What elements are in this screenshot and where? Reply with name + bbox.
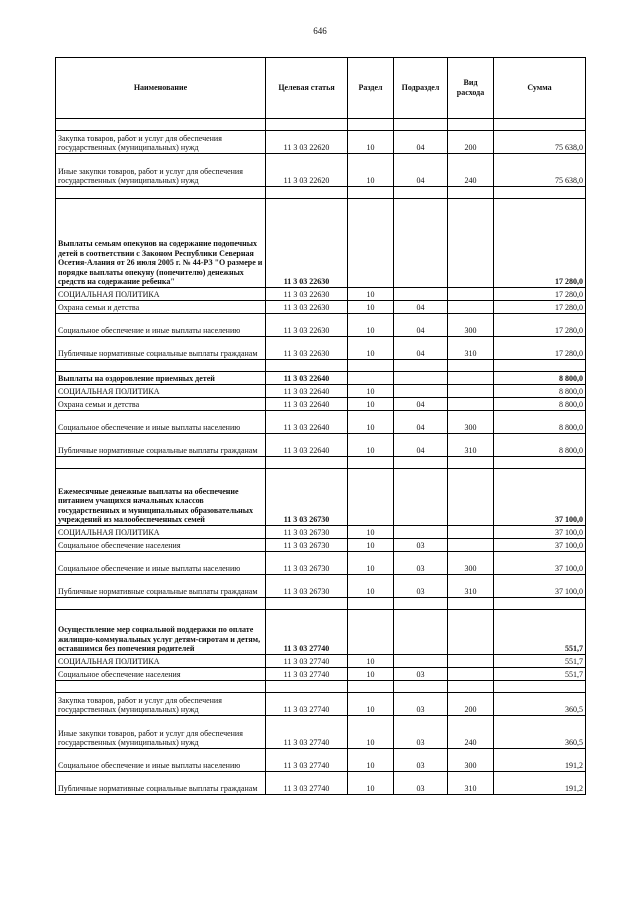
- table-row: [56, 552, 586, 575]
- table-row: [56, 199, 586, 288]
- table-row: [56, 154, 586, 187]
- table-row: [56, 131, 586, 154]
- row-subsection: 04: [394, 411, 448, 434]
- row-section: 10: [348, 385, 394, 398]
- table-row: [56, 772, 586, 795]
- spacer-cell: [266, 681, 348, 693]
- row-section: 10: [348, 288, 394, 301]
- row-sum: 551,7: [494, 610, 586, 655]
- row-name: Выплаты на оздоровление приемных детей: [56, 372, 266, 385]
- row-expense-kind: [448, 398, 494, 411]
- row-expense-kind: 200: [448, 693, 494, 716]
- row-name: Иные закупки товаров, работ и услуг для обеспечения государственных (муниципальных) нужд: [56, 154, 266, 187]
- spacer-cell: [348, 187, 394, 199]
- row-sum: 37 100,0: [494, 469, 586, 526]
- spacer-row: [56, 457, 586, 469]
- row-subsection: [394, 199, 448, 288]
- row-name: Охрана семьи и детства: [56, 398, 266, 411]
- row-name: СОЦИАЛЬНАЯ ПОЛИТИКА: [56, 526, 266, 539]
- row-subsection: 03: [394, 716, 448, 749]
- spacer-cell: [494, 119, 586, 131]
- row-target-article: 11 3 03 22620: [266, 131, 348, 154]
- row-expense-kind: 310: [448, 575, 494, 598]
- row-sum: 37 100,0: [494, 539, 586, 552]
- row-subsection: 03: [394, 552, 448, 575]
- spacer-cell: [494, 187, 586, 199]
- header-expense-kind: [448, 58, 494, 119]
- row-name: СОЦИАЛЬНАЯ ПОЛИТИКА: [56, 385, 266, 398]
- row-subsection: 03: [394, 668, 448, 681]
- row-expense-kind: [448, 372, 494, 385]
- table-row: [56, 398, 586, 411]
- row-target-article: 11 3 03 27740: [266, 655, 348, 668]
- spacer-cell: [266, 360, 348, 372]
- row-sum: 360,5: [494, 693, 586, 716]
- row-target-article: 11 3 03 22630: [266, 199, 348, 288]
- row-subsection: 04: [394, 154, 448, 187]
- spacer-cell: [56, 681, 266, 693]
- spacer-row: [56, 119, 586, 131]
- row-section: 10: [348, 314, 394, 337]
- row-name: СОЦИАЛЬНАЯ ПОЛИТИКА: [56, 288, 266, 301]
- row-target-article: 11 3 03 26730: [266, 539, 348, 552]
- spacer-row: [56, 598, 586, 610]
- table-row: [56, 314, 586, 337]
- table-row: [56, 655, 586, 668]
- row-name: СОЦИАЛЬНАЯ ПОЛИТИКА: [56, 655, 266, 668]
- row-sum: 551,7: [494, 655, 586, 668]
- spacer-cell: [348, 119, 394, 131]
- table-row: [56, 411, 586, 434]
- row-target-article: 11 3 03 22640: [266, 411, 348, 434]
- row-section: 10: [348, 434, 394, 457]
- row-name: Закупка товаров, работ и услуг для обеспечения государственных (муниципальных) нужд: [56, 131, 266, 154]
- row-sum: 8 800,0: [494, 398, 586, 411]
- row-section: 10: [348, 526, 394, 539]
- row-section: 10: [348, 655, 394, 668]
- row-subsection: 04: [394, 131, 448, 154]
- table-row: [56, 469, 586, 526]
- row-expense-kind: [448, 655, 494, 668]
- row-subsection: [394, 526, 448, 539]
- spacer-cell: [56, 598, 266, 610]
- row-subsection: 04: [394, 301, 448, 314]
- row-name: Социальное обеспечение и иные выплаты населению: [56, 314, 266, 337]
- row-name: Социальное обеспечение и иные выплаты населению: [56, 411, 266, 434]
- row-target-article: 11 3 03 26730: [266, 575, 348, 598]
- row-sum: 75 638,0: [494, 131, 586, 154]
- row-name: Выплаты семьям опекунов на содержание подопечных детей в соответствии с Законом Республики Северная Осетия-Алания от 26 июля 2005 г. № 44-РЗ "О размере и порядке выплаты опекуну (попечителю) денежных средств на содержание ребенка": [56, 199, 266, 288]
- spacer-row: [56, 681, 586, 693]
- row-sum: 37 100,0: [494, 552, 586, 575]
- spacer-cell: [266, 598, 348, 610]
- row-name: Охрана семьи и детства: [56, 301, 266, 314]
- table-row: [56, 288, 586, 301]
- header-section: Раздел: [348, 58, 394, 119]
- spacer-cell: [266, 187, 348, 199]
- row-subsection: 03: [394, 772, 448, 795]
- row-expense-kind: 300: [448, 314, 494, 337]
- row-name: Ежемесячные денежные выплаты на обеспечение питанием учащихся начальных классов государственных и муниципальных образовательных учреждений из малообеспеченных семей: [56, 469, 266, 526]
- spacer-cell: [448, 598, 494, 610]
- row-sum: 551,7: [494, 668, 586, 681]
- spacer-cell: [494, 681, 586, 693]
- table-body: [56, 119, 586, 795]
- row-sum: 8 800,0: [494, 411, 586, 434]
- row-subsection: [394, 372, 448, 385]
- row-sum: 17 280,0: [494, 199, 586, 288]
- row-expense-kind: [448, 301, 494, 314]
- row-name: Публичные нормативные социальные выплаты гражданам: [56, 434, 266, 457]
- spacer-cell: [348, 681, 394, 693]
- row-section: [348, 469, 394, 526]
- row-section: 10: [348, 716, 394, 749]
- header-expense-kind-line2: расхода: [456, 88, 485, 97]
- row-expense-kind: [448, 199, 494, 288]
- row-subsection: 03: [394, 693, 448, 716]
- row-name: Социальное обеспечение и иные выплаты населению: [56, 749, 266, 772]
- row-target-article: 11 3 03 22630: [266, 314, 348, 337]
- row-section: 10: [348, 575, 394, 598]
- row-expense-kind: 310: [448, 337, 494, 360]
- row-section: [348, 372, 394, 385]
- row-sum: 191,2: [494, 772, 586, 795]
- row-expense-kind: [448, 539, 494, 552]
- spacer-cell: [394, 598, 448, 610]
- table-row: [56, 372, 586, 385]
- spacer-cell: [348, 598, 394, 610]
- row-target-article: 11 3 03 22630: [266, 337, 348, 360]
- spacer-cell: [394, 360, 448, 372]
- row-subsection: 04: [394, 398, 448, 411]
- row-name: Осуществление мер социальной поддержки по оплате жилищно-коммунальных услуг детям-сиротам и детям, оставшимся без попечения родителей: [56, 610, 266, 655]
- spacer-cell: [266, 457, 348, 469]
- row-sum: 191,2: [494, 749, 586, 772]
- spacer-cell: [448, 360, 494, 372]
- budget-table: [55, 57, 586, 795]
- spacer-cell: [448, 681, 494, 693]
- table-row: [56, 301, 586, 314]
- row-section: 10: [348, 693, 394, 716]
- page-number: 646: [313, 26, 327, 36]
- row-expense-kind: [448, 610, 494, 655]
- table-row: [56, 668, 586, 681]
- spacer-cell: [394, 187, 448, 199]
- spacer-cell: [494, 598, 586, 610]
- row-section: [348, 610, 394, 655]
- spacer-cell: [494, 360, 586, 372]
- spacer-cell: [348, 360, 394, 372]
- spacer-cell: [394, 457, 448, 469]
- row-expense-kind: 300: [448, 552, 494, 575]
- table-row: [56, 385, 586, 398]
- row-name: Публичные нормативные социальные выплаты гражданам: [56, 337, 266, 360]
- row-section: 10: [348, 749, 394, 772]
- row-section: 10: [348, 398, 394, 411]
- row-subsection: 03: [394, 749, 448, 772]
- row-target-article: 11 3 03 22640: [266, 372, 348, 385]
- row-subsection: 03: [394, 575, 448, 598]
- spacer-cell: [394, 119, 448, 131]
- row-expense-kind: [448, 668, 494, 681]
- header-target-article: Целевая статья: [266, 58, 348, 119]
- row-sum: 37 100,0: [494, 575, 586, 598]
- row-name: Иные закупки товаров, работ и услуг для обеспечения государственных (муниципальных) нужд: [56, 716, 266, 749]
- row-subsection: [394, 469, 448, 526]
- row-section: 10: [348, 552, 394, 575]
- table-row: [56, 539, 586, 552]
- table-header: [56, 58, 586, 119]
- spacer-cell: [56, 457, 266, 469]
- table-row: [56, 749, 586, 772]
- row-target-article: 11 3 03 26730: [266, 552, 348, 575]
- row-expense-kind: 240: [448, 716, 494, 749]
- row-sum: 37 100,0: [494, 526, 586, 539]
- spacer-cell: [494, 457, 586, 469]
- row-expense-kind: 200: [448, 131, 494, 154]
- row-target-article: 11 3 03 26730: [266, 469, 348, 526]
- row-subsection: [394, 655, 448, 668]
- row-section: 10: [348, 131, 394, 154]
- table-row: [56, 434, 586, 457]
- row-subsection: [394, 610, 448, 655]
- row-sum: 75 638,0: [494, 154, 586, 187]
- row-target-article: 11 3 03 27740: [266, 610, 348, 655]
- spacer-row: [56, 360, 586, 372]
- row-name: Публичные нормативные социальные выплаты гражданам: [56, 772, 266, 795]
- row-target-article: 11 3 03 27740: [266, 668, 348, 681]
- row-sum: 8 800,0: [494, 385, 586, 398]
- table-row: [56, 716, 586, 749]
- row-sum: 360,5: [494, 716, 586, 749]
- spacer-cell: [56, 360, 266, 372]
- row-target-article: 11 3 03 27740: [266, 749, 348, 772]
- row-section: 10: [348, 337, 394, 360]
- row-sum: 17 280,0: [494, 314, 586, 337]
- spacer-cell: [348, 457, 394, 469]
- spacer-cell: [394, 681, 448, 693]
- row-target-article: 11 3 03 22630: [266, 288, 348, 301]
- row-target-article: 11 3 03 27740: [266, 693, 348, 716]
- row-section: 10: [348, 772, 394, 795]
- row-sum: 17 280,0: [494, 301, 586, 314]
- row-target-article: 11 3 03 22640: [266, 434, 348, 457]
- row-section: 10: [348, 668, 394, 681]
- row-section: 10: [348, 539, 394, 552]
- row-name: Закупка товаров, работ и услуг для обеспечения государственных (муниципальных) нужд: [56, 693, 266, 716]
- header-sum: Сумма: [494, 58, 586, 119]
- table-row: [56, 575, 586, 598]
- row-section: 10: [348, 301, 394, 314]
- row-subsection: 04: [394, 434, 448, 457]
- row-expense-kind: 300: [448, 749, 494, 772]
- row-expense-kind: 300: [448, 411, 494, 434]
- row-sum: 8 800,0: [494, 434, 586, 457]
- row-target-article: 11 3 03 22620: [266, 154, 348, 187]
- row-target-article: 11 3 03 26730: [266, 526, 348, 539]
- row-section: [348, 199, 394, 288]
- row-expense-kind: 310: [448, 772, 494, 795]
- row-expense-kind: 310: [448, 434, 494, 457]
- row-subsection: [394, 288, 448, 301]
- spacer-cell: [56, 119, 266, 131]
- header-expense-kind-line1: Вид: [463, 78, 478, 88]
- spacer-cell: [56, 187, 266, 199]
- spacer-cell: [448, 119, 494, 131]
- row-subsection: 04: [394, 337, 448, 360]
- spacer-row: [56, 187, 586, 199]
- table-row: [56, 610, 586, 655]
- row-name: Публичные нормативные социальные выплаты гражданам: [56, 575, 266, 598]
- table-row: [56, 337, 586, 360]
- row-target-article: 11 3 03 22630: [266, 301, 348, 314]
- table-row: [56, 693, 586, 716]
- row-section: 10: [348, 411, 394, 434]
- row-section: 10: [348, 154, 394, 187]
- row-expense-kind: 240: [448, 154, 494, 187]
- row-subsection: [394, 385, 448, 398]
- row-name: Социальное обеспечение и иные выплаты населению: [56, 552, 266, 575]
- row-expense-kind: [448, 288, 494, 301]
- row-sum: 17 280,0: [494, 337, 586, 360]
- row-subsection: 03: [394, 539, 448, 552]
- header-subsection: Подраздел: [394, 58, 448, 119]
- row-subsection: 04: [394, 314, 448, 337]
- spacer-cell: [448, 457, 494, 469]
- row-target-article: 11 3 03 22640: [266, 398, 348, 411]
- row-sum: 8 800,0: [494, 372, 586, 385]
- row-name: Социальное обеспечение населения: [56, 539, 266, 552]
- spacer-cell: [448, 187, 494, 199]
- spacer-cell: [266, 119, 348, 131]
- row-target-article: 11 3 03 27740: [266, 772, 348, 795]
- row-expense-kind: [448, 385, 494, 398]
- row-expense-kind: [448, 469, 494, 526]
- row-expense-kind: [448, 526, 494, 539]
- row-sum: 17 280,0: [494, 288, 586, 301]
- table-row: [56, 526, 586, 539]
- row-target-article: 11 3 03 22640: [266, 385, 348, 398]
- row-name: Социальное обеспечение населения: [56, 668, 266, 681]
- header-name: Наименование: [56, 58, 266, 119]
- row-target-article: 11 3 03 27740: [266, 716, 348, 749]
